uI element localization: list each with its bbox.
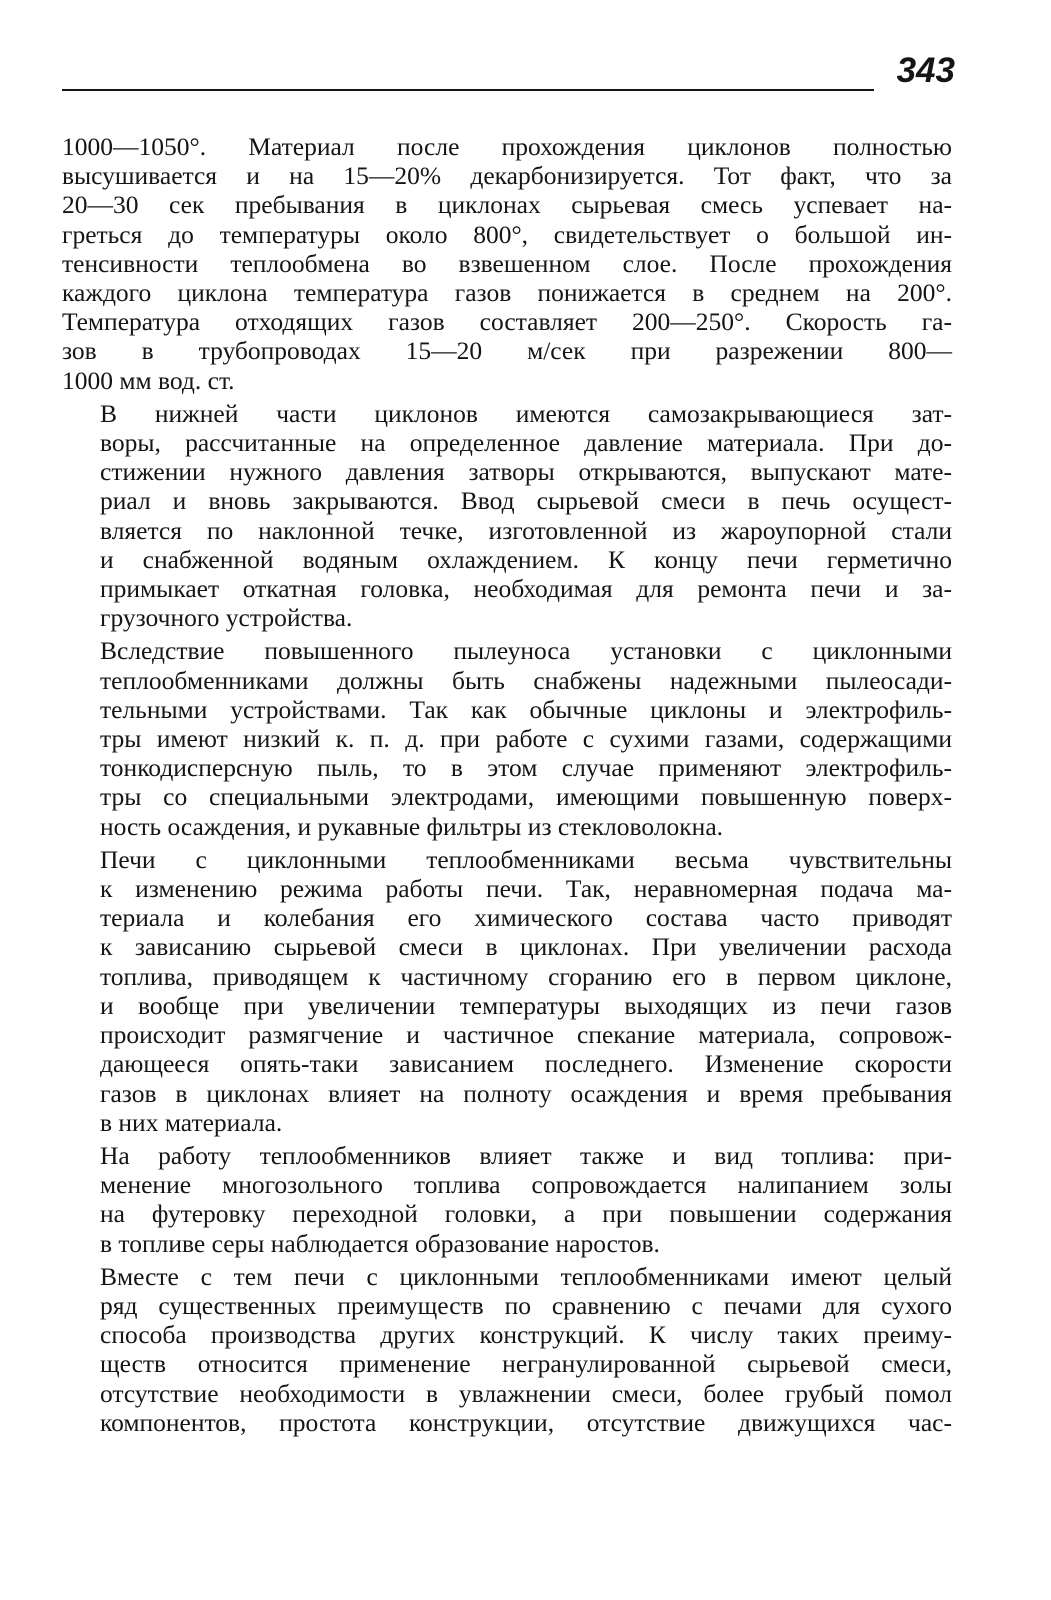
- text-line: тры со специальными электродами, имеющими повышенную поверх-: [100, 782, 952, 812]
- paragraph-6: [62, 1262, 952, 1437]
- text-line: каждого циклона температура газов понижается в среднем на 200°.: [62, 278, 952, 308]
- text-line: На работу теплообменников влияет также и вид топлива: при-: [100, 1140, 952, 1170]
- text-line: вляется по наклонной течке, изготовленной из жароупорной стали: [100, 515, 952, 545]
- text-line: 1000—1050°. Материал после прохождения циклонов полностью: [62, 132, 952, 161]
- text-line: Вследствие повышенного пылеуноса установки с циклонными: [100, 636, 952, 666]
- text-line: к изменению режима работы печи. Так, неравномерная подача ма-: [100, 874, 952, 904]
- text-line: в топливе серы наблюдается образование наростов.: [100, 1228, 660, 1258]
- body-text: [62, 132, 952, 1441]
- text-line: воры, рассчитанные на определенное давление материала. При до-: [100, 428, 952, 458]
- text-line: тонкодисперсную пыль, то в этом случае применяют электрофиль-: [100, 753, 952, 783]
- text-line: происходит размягчение и частичное спекание материала, сопровож-: [100, 1020, 952, 1050]
- text-line: компонентов, простота конструкции, отсутствие движущихся час-: [100, 1407, 952, 1437]
- text-line: тельными устройствами. Так как обычные циклоны и электрофиль-: [100, 694, 952, 724]
- text-line: в них материала.: [100, 1107, 283, 1137]
- text-line: риал и вновь закрываются. Ввод сырьевой смеси в печь осущест-: [100, 486, 952, 516]
- text-line: топлива, приводящем к частичному сгоранию его в первом циклоне,: [100, 961, 952, 991]
- text-line: и вообще при увеличении температуры выходящих из печи газов: [100, 990, 952, 1020]
- text-line: к зависанию сырьевой смеси в циклонах. При увеличении расхода: [100, 932, 952, 962]
- text-line: териала и колебания его химического состава часто приводят: [100, 903, 952, 933]
- text-line: ществ относится применение негранулированной сырьевой смеси,: [100, 1349, 952, 1379]
- page-number: 343: [896, 51, 955, 90]
- text-line: 20—30 сек пребывания в циклонах сырьевая смесь успевает на-: [62, 190, 952, 220]
- text-line: теплообменниками должны быть снабжены надежными пылеосади-: [100, 665, 952, 695]
- text-line: грузочного устройства.: [100, 603, 353, 633]
- header-rule: [62, 89, 874, 91]
- text-line: тры имеют низкий к. п. д. при работе с сухими газами, содержащими: [100, 724, 952, 754]
- text-line: В нижней части циклонов имеются самозакрывающиеся зат-: [100, 398, 952, 428]
- paragraph-5: [62, 1141, 952, 1258]
- paragraph-3: [62, 636, 952, 840]
- text-line: ряд существенных преимуществ по сравнению с печами для сухого: [100, 1290, 952, 1320]
- text-line: греться до температуры около 800°, свидетельствует о большой ин-: [62, 219, 952, 249]
- text-line: дающееся опять-таки зависанием последнего. Изменение скорости: [100, 1049, 952, 1079]
- text-line: Температура отходящих газов составляет 200—250°. Скорость га-: [62, 307, 952, 337]
- text-line: и снабженной водяным охлаждением. К концу печи герметично: [100, 544, 952, 574]
- text-line: зов в трубопроводах 15—20 м/сек при разрежении 800—: [62, 336, 952, 366]
- text-line: газов в циклонах влияет на полноту осаждения и время пребывания: [100, 1078, 952, 1108]
- text-line: 1000 мм вод. ст.: [62, 365, 235, 395]
- text-line: отсутствие необходимости в увлажнении смеси, более грубый помол: [100, 1378, 952, 1408]
- text-line: на футеровку переходной головки, а при повышении содержания: [100, 1199, 952, 1229]
- text-line: стижении нужного давления затворы открываются, выпускают мате-: [100, 457, 952, 487]
- text-line: Вместе с тем печи с циклонными теплообменниками имеют целый: [100, 1261, 952, 1291]
- text-line: ность осаждения, и рукавные фильтры из стекловолокна.: [100, 811, 724, 841]
- paragraph-1: [62, 132, 952, 395]
- text-line: Печи с циклонными теплообменниками весьма чувствительны: [100, 844, 952, 874]
- paragraph-2: [62, 399, 952, 633]
- text-line: высушивается и на 15—20% декарбонизируется. Тот факт, что за: [62, 161, 952, 191]
- text-line: тенсивности теплообмена во взвешенном слое. После прохождения: [62, 248, 952, 278]
- text-line: примыкает откатная головка, необходимая для ремонта печи и за-: [100, 574, 952, 604]
- text-line: менение многозольного топлива сопровождается налипанием золы: [100, 1170, 952, 1200]
- paragraph-4: [62, 845, 952, 1137]
- text-line: способа производства других конструкций. К числу таких преиму-: [100, 1320, 952, 1350]
- page-header: [62, 48, 955, 96]
